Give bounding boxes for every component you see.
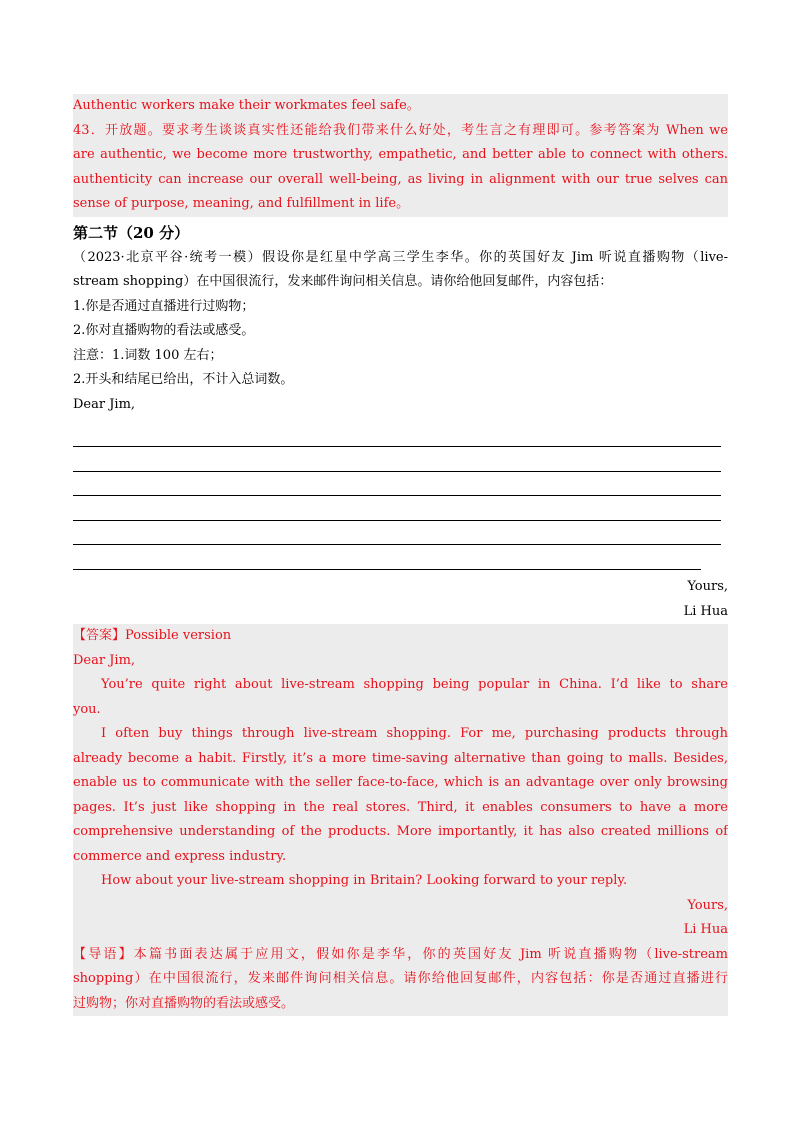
answer-line: I often buy things through live-stream shopping. For me, purchasing products through: [101, 726, 728, 741]
section-block: [73, 221, 728, 417]
prompt-line: 2.你对直播购物的看法或感受。: [73, 323, 255, 338]
answer-label: 【答案】: [73, 628, 126, 643]
answer-line: How about your live-stream shopping in Britain? Looking forward to your reply.: [101, 873, 628, 888]
answer-text-line: Authentic workers make their workmates feel safe。: [73, 98, 420, 113]
prompt-line: （2023·北京平谷·统考一模）假设你是红星中学高三学生李华。你的英国好友 Jim 听说直播购物（live-: [73, 249, 728, 265]
writing-line: [73, 544, 721, 545]
answer-line: pages. It’s just like shopping in the real stores. Third, it enables consumers to have a more: [73, 799, 728, 815]
answer-line: You’re quite right about live-stream shopping being popular in China. I’d like to share: [101, 677, 728, 692]
letter-closing: [73, 575, 728, 624]
guide-label: 【导语】: [73, 946, 134, 962]
section-title: 第二节（20 分）: [73, 224, 190, 242]
salutation: Dear Jim,: [73, 396, 136, 412]
answer-line: comprehensive understanding of the products. More importantly, it has also created millions of: [73, 824, 728, 839]
answer-label-line: [73, 624, 728, 649]
q43-line: authenticity can increase our overall well-being, as living in alignment with our true selves can: [73, 171, 728, 187]
signature: Li Hua: [683, 603, 728, 619]
writing-line: [73, 446, 721, 447]
guide-line: 过购物；你对直播购物的看法或感受。: [73, 995, 295, 1011]
guide-line: shopping）在中国很流行，发来邮件询问相关信息。请你给他回复邮件，内容包括：你是否通过直播进行: [73, 971, 728, 986]
answer-signature: Li Hua: [683, 922, 728, 937]
q43-line: are authentic, we become more trustworthy, empathetic, and better able to connect with others.: [73, 147, 728, 162]
answer-salutation: Dear Jim,: [73, 652, 136, 668]
previous-answer-block: [73, 94, 728, 217]
prompt-line: 2.开头和结尾已给出，不计入总词数。: [73, 372, 294, 387]
answer-line: commerce and express industry.: [73, 848, 287, 864]
answer-closing: Yours,: [687, 897, 728, 913]
answer-line: already become a habit. Firstly, it’s a more time-saving alternative than going to malls. Besides,: [73, 750, 728, 766]
q43-line: 43．开放题。要求考生谈谈真实性还能给我们带来什么好处，考生言之有理即可。参考答案为 When we: [73, 122, 728, 138]
prompt-line: 注意：1.词数 100 左右；: [73, 347, 223, 363]
closing: Yours,: [687, 579, 728, 594]
q43-line: sense of purpose, meaning, and fulfillment in life。: [73, 196, 410, 211]
writing-line: [73, 569, 701, 570]
prompt-line: 1.你是否通过直播进行过购物；: [73, 298, 255, 314]
answer-label-rest: Possible version: [125, 628, 232, 643]
writing-line: [73, 471, 721, 472]
guide-text: 本篇书面表达属于应用文，假如你是李华，你的英国好友 Jim 听说直播购物（live-stream: [133, 946, 728, 962]
guide-line: [73, 943, 728, 968]
answer-line: you.: [73, 701, 101, 717]
writing-line: [73, 495, 721, 496]
answer-block: [73, 624, 728, 1016]
writing-line: [73, 520, 721, 521]
answer-line: enable us to communicate with the seller face-to-face, which is an advantage over only browsing: [73, 775, 728, 790]
prompt-line: stream shopping）在中国很流行，发来邮件询问相关信息。请你给他回复邮件，内容包括：: [73, 274, 613, 289]
